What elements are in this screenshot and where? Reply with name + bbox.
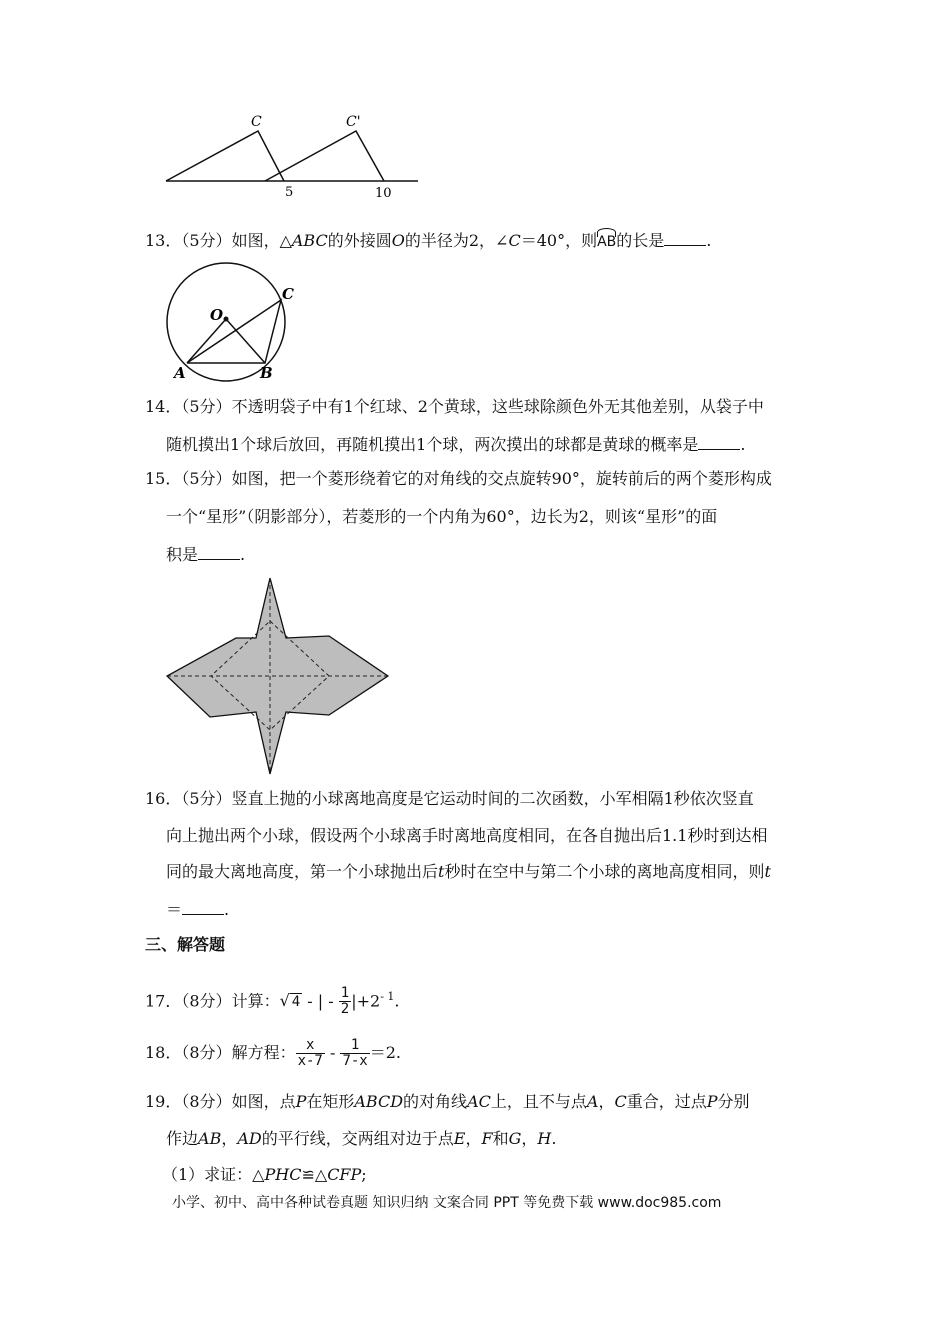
question-16-cont-2: 同的最大离地高度，第一个小球抛出后t秒时在空中与第二个小球的离地高度相同，则t xyxy=(166,862,771,881)
arc-ab: AB xyxy=(597,228,616,252)
label-c: C xyxy=(251,114,262,130)
answer-blank xyxy=(182,900,224,915)
question-13: 13．（5分）如图，△ABC的外接圆O的半径为2，∠C＝40°，则AB的长是 . xyxy=(145,228,711,252)
answer-blank xyxy=(198,545,240,560)
question-19-cont: 作边AB，AD的平行线，交两组对边于点E，F和G，H. xyxy=(166,1129,557,1148)
star-shape xyxy=(167,578,388,774)
triangle-abc xyxy=(166,131,284,181)
label-c: C xyxy=(282,285,294,303)
fraction-half: $\frac{1}{2}$ xyxy=(340,985,350,1018)
question-14-cont: 随机摸出1个球后放回，再随机摸出1个球，两次摸出的球都是黄球的概率是 . xyxy=(166,435,746,454)
answer-blank xyxy=(664,231,706,246)
center-point xyxy=(224,317,229,322)
question-17: 17．（8分）计算：√ 4 - | - $\frac{1}{2}$ $|+2^{- 1}$. xyxy=(145,985,400,1018)
question-19-sub-1: （1）求证：△PHC≌△CFP; xyxy=(162,1165,367,1184)
question-16-cont-1: 向上抛出两个小球，假设两个小球离手时离地高度相同，在各自抛出后1.1秒时到达相 xyxy=(166,826,768,845)
question-15: 15．（5分）如图，把一个菱形绕着它的对角线的交点旋转90°，旋转前后的两个菱形构成 xyxy=(145,469,772,488)
fraction-2: $\frac{1}{7-x}$ xyxy=(342,1037,368,1069)
triangle-abc xyxy=(187,300,281,363)
sqrt-expr: √ 4 xyxy=(279,991,301,1011)
question-18: 18．（8分）解方程： $\frac{x}{x-7}$ - $\frac{1}{7-x}$ ＝2. xyxy=(145,1037,402,1069)
fraction-1: $\frac{x}{x-7}$ xyxy=(297,1037,323,1069)
question-16-cont-3: ＝ . xyxy=(166,900,230,919)
question-14: 14．（5分）不透明袋子中有1个红球、2个黄球，这些球除颜色外无其他差别，从袋子中 xyxy=(145,397,764,416)
label-c-prime: C' xyxy=(346,114,361,130)
triangle-abc-prime xyxy=(265,131,384,181)
tick-5: 5 xyxy=(285,185,294,200)
answer-blank xyxy=(698,435,740,450)
label-b: B xyxy=(260,364,273,382)
radius-ob xyxy=(226,319,265,363)
question-15-cont-1: 一个“星形”（阴影部分），若菱形的一个内角为60°，边长为2，则该“星形”的面 xyxy=(166,507,718,526)
question-15-cont-2: 积是 . xyxy=(166,545,246,564)
question-19: 19．（8分）如图，点P在矩形ABCD的对角线AC上，且不与点A，C重合，过点P分别 xyxy=(145,1092,750,1111)
star-figure xyxy=(160,570,395,782)
triangles-figure xyxy=(160,108,430,200)
tick-10: 10 xyxy=(375,186,392,200)
footer-text: 小学、初中、高中各种试卷真题 知识归纳 文案合同 PPT 等免费下载 www.doc985.com xyxy=(172,1195,722,1211)
section-heading: 三、解答题 xyxy=(145,935,226,954)
question-16: 16．（5分）竖直上抛的小球离地高度是它运动时间的二次函数，小军相隔1秒依次竖直 xyxy=(145,789,754,808)
label-o: O xyxy=(210,306,224,324)
circle-figure xyxy=(160,262,310,384)
label-a: A xyxy=(174,364,186,382)
